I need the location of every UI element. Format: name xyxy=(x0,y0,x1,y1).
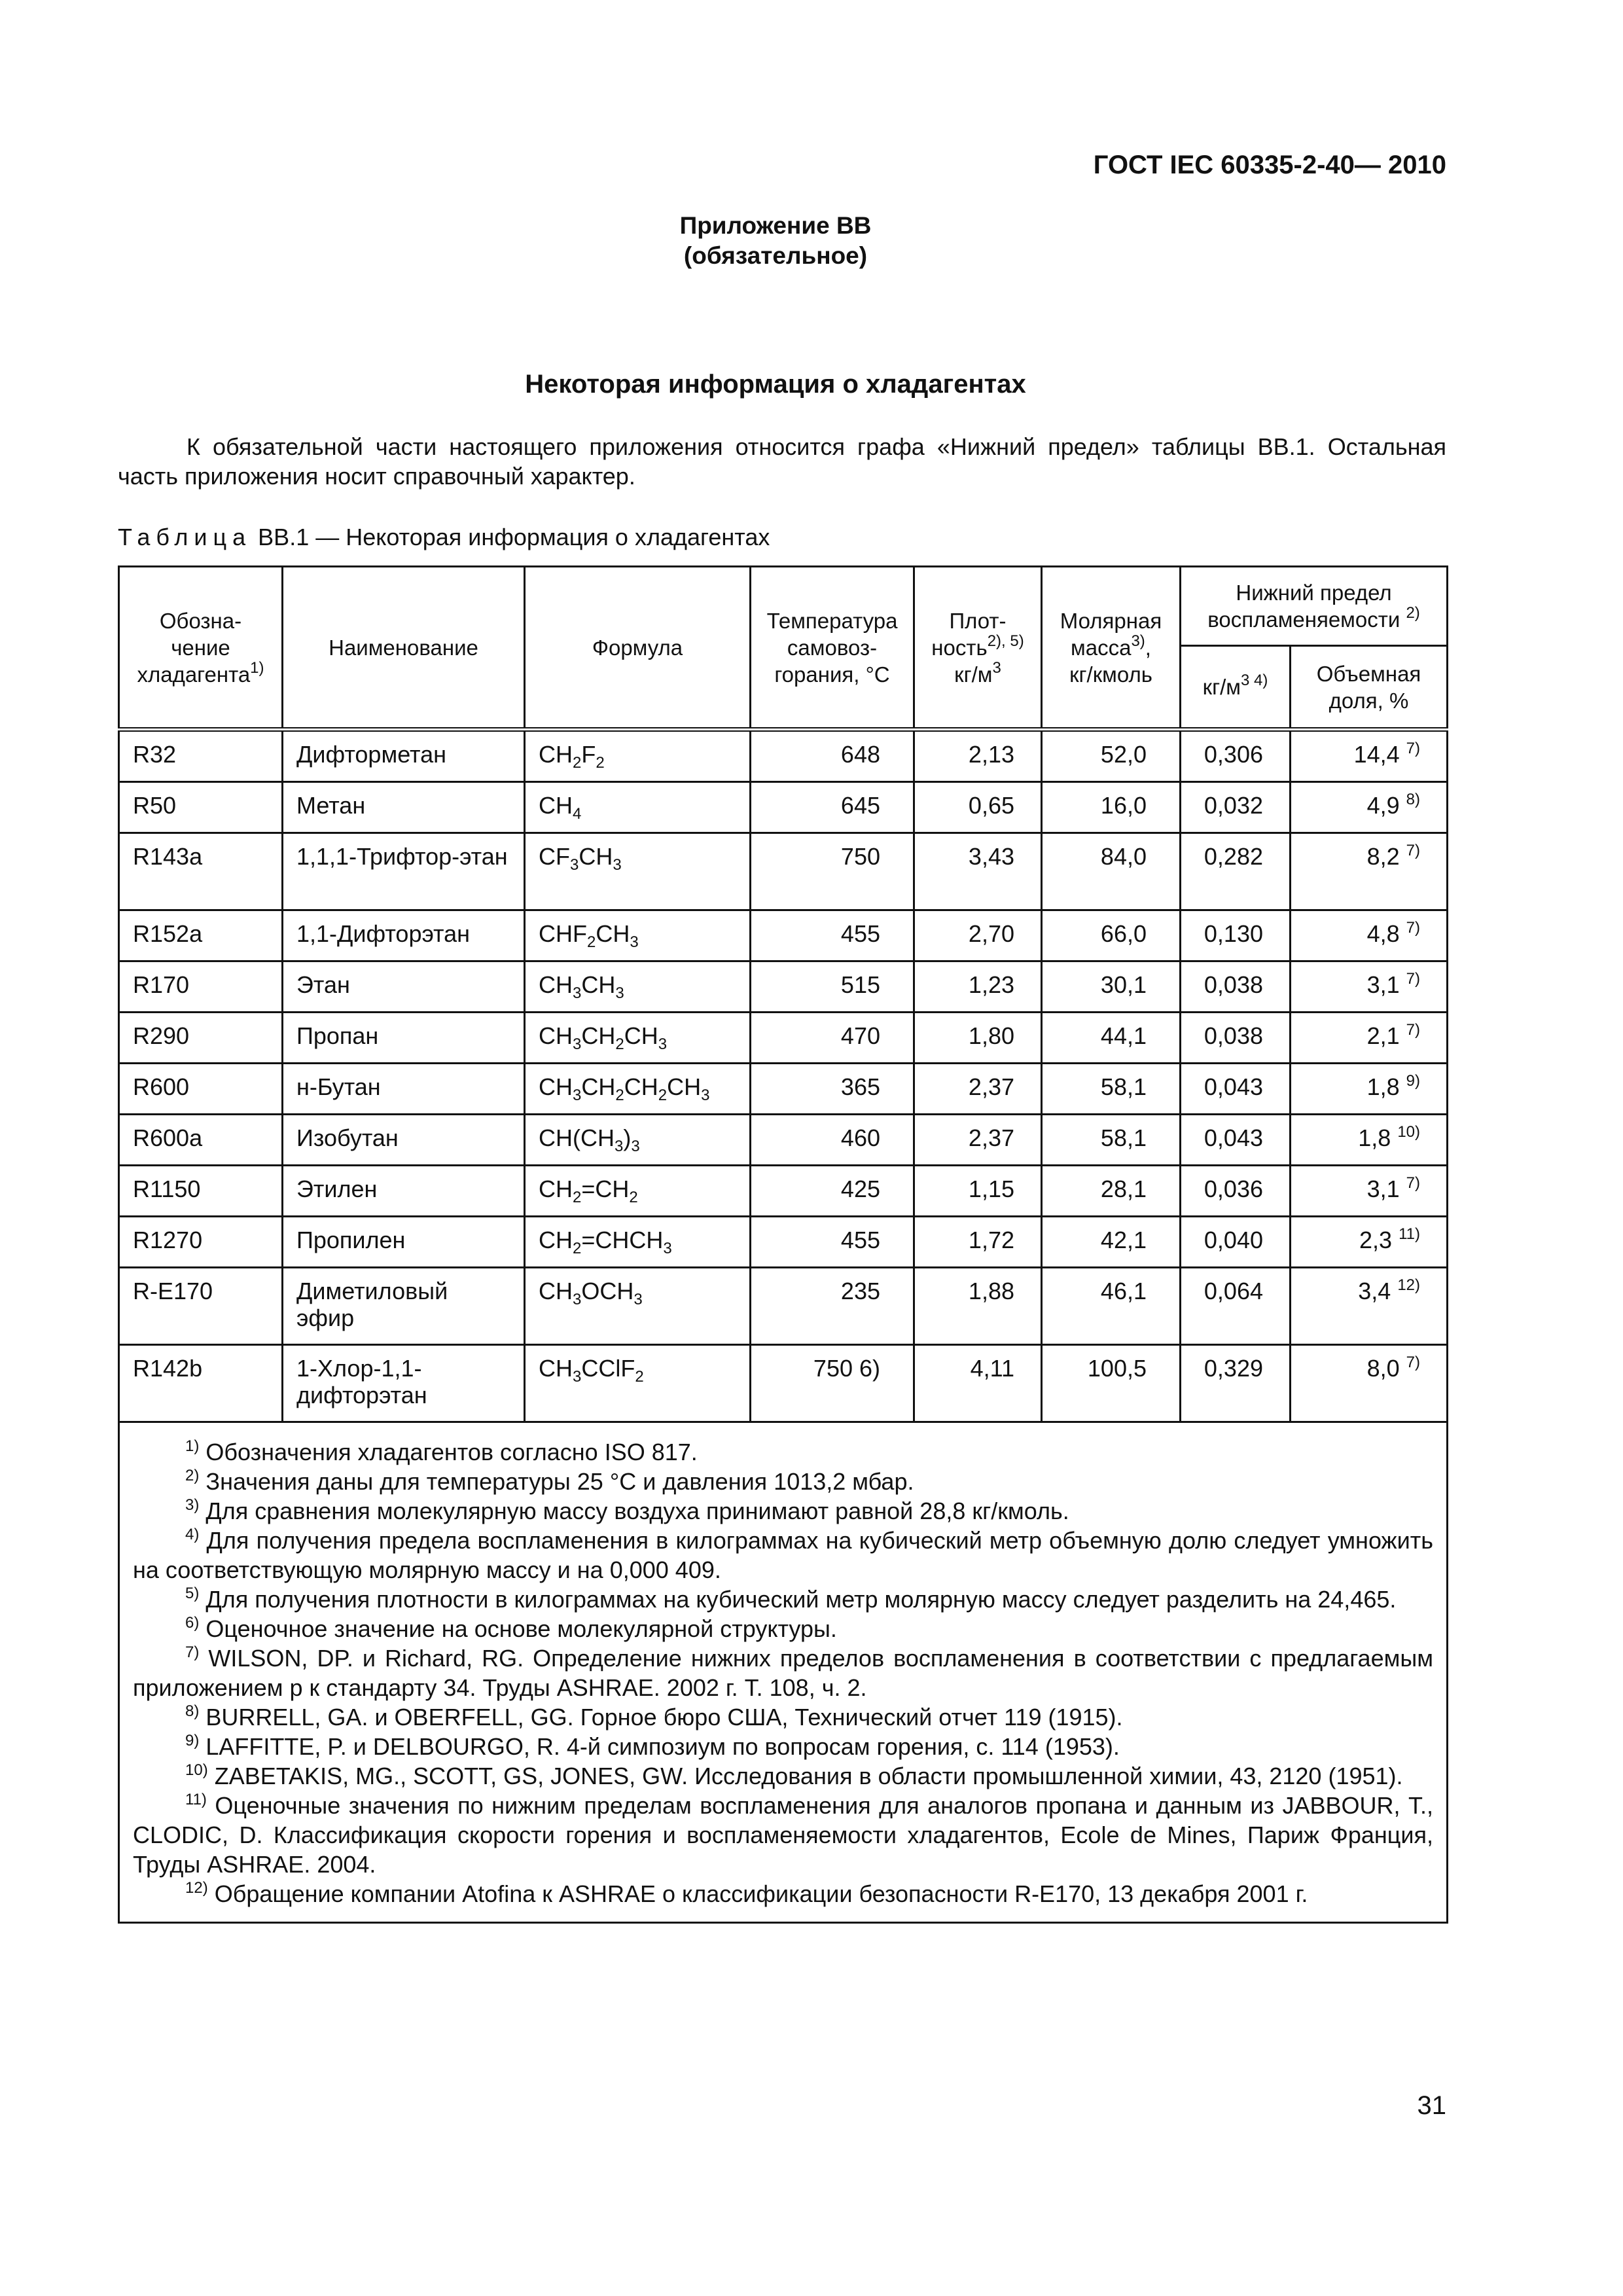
footnote-number: 1) xyxy=(185,1437,200,1455)
formula-part: CH xyxy=(667,1073,702,1100)
cell-ignition: 645 xyxy=(751,782,914,833)
cell-formula xyxy=(525,1217,751,1268)
formula-part: CH xyxy=(581,1073,616,1100)
cell-density: 4,11 xyxy=(914,1345,1042,1422)
footnote xyxy=(133,1643,1433,1702)
table-caption-text: ВВ.1 — Некоторая информация о хладагентах xyxy=(258,524,770,550)
cell-ignition: 470 xyxy=(751,1013,914,1064)
formula-part: OCH xyxy=(581,1278,634,1304)
formula-part: CH xyxy=(539,741,573,768)
cell-molar-mass: 30,1 xyxy=(1042,961,1181,1013)
cell-molar-mass: 58,1 xyxy=(1042,1115,1181,1166)
volume-footnote-ref: 8) xyxy=(1406,791,1420,808)
cell-code: R1270 xyxy=(119,1217,283,1268)
cell-ignition: 365 xyxy=(751,1064,914,1115)
footnote xyxy=(133,1585,1433,1614)
cell-volume xyxy=(1291,833,1448,910)
formula-subscript: 2 xyxy=(573,1240,582,1257)
formula-part: CH xyxy=(539,1073,573,1100)
cell-molar-mass: 44,1 xyxy=(1042,1013,1181,1064)
formula-subscript: 4 xyxy=(573,805,582,823)
cell-code: R290 xyxy=(119,1013,283,1064)
footnote-number: 12) xyxy=(185,1879,208,1897)
footnote-text: Оценочное значение на основе молекулярной структуры. xyxy=(205,1615,837,1642)
cell-density: 1,80 xyxy=(914,1013,1042,1064)
volume-footnote-ref: 7) xyxy=(1406,842,1420,859)
table-row xyxy=(119,1013,1448,1064)
cell-formula xyxy=(525,1166,751,1217)
footnote-number: 2) xyxy=(185,1467,200,1484)
col-ignition: Температура самовоз- горания, °С xyxy=(751,567,914,730)
footnote xyxy=(133,1761,1433,1791)
cell-formula xyxy=(525,782,751,833)
footnote-number: 3) xyxy=(185,1496,200,1514)
formula-subscript: 2 xyxy=(658,1086,668,1104)
cell-ignition: 235 xyxy=(751,1268,914,1345)
table-row xyxy=(119,1345,1448,1422)
formula-subscript: 3 xyxy=(614,1138,624,1155)
page-title: Некоторая информация о хладагентах xyxy=(525,370,1026,399)
col-lower-limit: Нижний предел воспламеняемости $^{2)}$ xyxy=(1181,567,1448,646)
formula-subscript: 3 xyxy=(573,1368,582,1386)
volume-footnote-ref: 12) xyxy=(1397,1276,1420,1294)
intro-paragraph: К обязательной части настоящего приложения относится графа «Нижний предел» таблицы ВВ.1. Остальная часть приложения носит справочный характер. xyxy=(118,433,1446,490)
cell-volume xyxy=(1291,1166,1448,1217)
cell-volume xyxy=(1291,1013,1448,1064)
footnote-text: Обозначения хладагентов согласно ISO 817. xyxy=(205,1439,698,1465)
cell-kgm3: 0,043 xyxy=(1181,1064,1291,1115)
cell-kgm3: 0,043 xyxy=(1181,1115,1291,1166)
cell-code: R152a xyxy=(119,910,283,961)
standard-code: ГОСТ IEC 60335-2-40— 2010 xyxy=(1093,151,1446,179)
footnote-number: 9) xyxy=(185,1732,200,1749)
cell-formula xyxy=(525,910,751,961)
formula-subscript: 2 xyxy=(615,1086,624,1104)
cell-volume xyxy=(1291,782,1448,833)
volume-footnote-ref: 10) xyxy=(1397,1123,1420,1141)
footnote xyxy=(133,1614,1433,1643)
cell-formula xyxy=(525,1268,751,1345)
cell-kgm3: 0,036 xyxy=(1181,1166,1291,1217)
formula-part: CHF xyxy=(539,920,587,947)
cell-code: R1150 xyxy=(119,1166,283,1217)
cell-kgm3: 0,040 xyxy=(1181,1217,1291,1268)
cell-molar-mass: 100,5 xyxy=(1042,1345,1181,1422)
volume-value: 2,3 xyxy=(1359,1227,1393,1253)
footnote xyxy=(133,1879,1433,1909)
volume-value: 14,4 xyxy=(1353,741,1400,768)
formula-subscript: 3 xyxy=(630,933,639,951)
volume-footnote-ref: 7) xyxy=(1406,1174,1420,1192)
volume-value: 8,2 xyxy=(1366,843,1400,870)
footnote-text: BURRELL, GA. и OBERFELL, GG. Горное бюро США, Технический отчет 119 (1915). xyxy=(205,1704,1123,1731)
footnote-text: Для сравнения молекулярную массу воздуха принимают равной 28,8 кг/кмоль. xyxy=(205,1498,1069,1524)
cell-ignition: 425 xyxy=(751,1166,914,1217)
cell-density: 2,13 xyxy=(914,730,1042,782)
cell-name: Диметиловый эфир xyxy=(283,1268,525,1345)
cell-molar-mass: 84,0 xyxy=(1042,833,1181,910)
cell-code: R50 xyxy=(119,782,283,833)
formula-part: CH xyxy=(624,1022,658,1049)
cell-formula xyxy=(525,1345,751,1422)
formula-subscript: 2 xyxy=(629,1189,638,1206)
formula-subscript: 3 xyxy=(663,1240,672,1257)
table-caption-label: Таблица xyxy=(118,524,252,550)
cell-kgm3: 0,329 xyxy=(1181,1345,1291,1422)
cell-ignition: 455 xyxy=(751,1217,914,1268)
volume-value: 2,1 xyxy=(1366,1022,1400,1049)
col-lower-limit-kgm3: $кг/м^{3 4)}$ xyxy=(1181,646,1291,730)
cell-density: 1,72 xyxy=(914,1217,1042,1268)
footnote-text: Для получения плотности в килограммах на кубический метр молярную массу следует разделить на 24,465. xyxy=(205,1586,1397,1613)
cell-density: 1,88 xyxy=(914,1268,1042,1345)
table-row xyxy=(119,1064,1448,1115)
cell-kgm3: 0,038 xyxy=(1181,961,1291,1013)
formula-subscript: 3 xyxy=(615,984,624,1002)
footnote-text: Значения даны для температуры 25 °С и давления 1013,2 мбар. xyxy=(205,1468,914,1495)
cell-molar-mass: 16,0 xyxy=(1042,782,1181,833)
formula-subscript: 3 xyxy=(573,1291,582,1308)
annex-label: Приложение ВВ xyxy=(679,212,872,239)
cell-volume xyxy=(1291,1268,1448,1345)
cell-formula xyxy=(525,1064,751,1115)
col-formula: Формула xyxy=(525,567,751,730)
annex-heading xyxy=(0,211,1551,271)
cell-name: Изобутан xyxy=(283,1115,525,1166)
formula-part: CH xyxy=(539,1175,573,1202)
footnote xyxy=(133,1791,1433,1879)
formula-subscript: 2 xyxy=(573,754,582,772)
formula-subscript: 2 xyxy=(635,1368,644,1386)
cell-volume xyxy=(1291,961,1448,1013)
table-footnotes xyxy=(119,1422,1448,1923)
formula-subscript: 3 xyxy=(573,1086,582,1104)
cell-name: Этилен xyxy=(283,1166,525,1217)
volume-value: 1,8 xyxy=(1366,1073,1400,1100)
cell-volume xyxy=(1291,1115,1448,1166)
formula-part: CH xyxy=(539,1355,573,1382)
formula-subscript: 3 xyxy=(658,1035,668,1053)
annex-status: (обязательное) xyxy=(683,242,868,269)
table-row xyxy=(119,1217,1448,1268)
cell-code: R170 xyxy=(119,961,283,1013)
formula-part: =CH xyxy=(581,1175,630,1202)
volume-value: 1,8 xyxy=(1358,1124,1391,1151)
formula-part: CH xyxy=(581,1022,616,1049)
cell-name: 1,1-Дифторэтан xyxy=(283,910,525,961)
footnote-text: LAFFITTE, P. и DELBOURGO, R. 4-й симпозиум по вопросам горения, с. 114 (1953). xyxy=(205,1733,1120,1760)
cell-kgm3: 0,032 xyxy=(1181,782,1291,833)
cell-kgm3: 0,306 xyxy=(1181,730,1291,782)
formula-subscript: 2 xyxy=(573,1189,582,1206)
col-molar-mass: Молярная масса$^{3)}$, кг/кмоль xyxy=(1042,567,1181,730)
col-name: Наименование xyxy=(283,567,525,730)
cell-name: Метан xyxy=(283,782,525,833)
volume-footnote-ref: 7) xyxy=(1406,1354,1420,1371)
footnote xyxy=(133,1467,1433,1496)
volume-value: 8,0 xyxy=(1366,1355,1400,1382)
cell-formula xyxy=(525,1115,751,1166)
volume-footnote-ref: 7) xyxy=(1406,919,1420,937)
cell-molar-mass: 42,1 xyxy=(1042,1217,1181,1268)
col-designation: Обозна- чение хладагента$^{1)}$ xyxy=(119,567,283,730)
cell-name: Этан xyxy=(283,961,525,1013)
refrigerant-table xyxy=(118,565,1448,1924)
cell-density: 1,23 xyxy=(914,961,1042,1013)
cell-kgm3: 0,282 xyxy=(1181,833,1291,910)
cell-formula xyxy=(525,961,751,1013)
cell-density: 2,37 xyxy=(914,1064,1042,1115)
volume-footnote-ref: 9) xyxy=(1406,1072,1420,1090)
footnote xyxy=(133,1702,1433,1732)
formula-part: CF xyxy=(539,843,570,870)
cell-formula xyxy=(525,833,751,910)
formula-subscript: 3 xyxy=(701,1086,710,1104)
table-row xyxy=(119,1166,1448,1217)
cell-kgm3: 0,064 xyxy=(1181,1268,1291,1345)
cell-name: н-Бутан xyxy=(283,1064,525,1115)
cell-name: 1-Хлор-1,1-дифторэтан xyxy=(283,1345,525,1422)
formula-part: CH xyxy=(581,971,616,998)
footnote xyxy=(133,1496,1433,1526)
cell-ignition: 455 xyxy=(751,910,914,961)
formula-part: CH xyxy=(539,971,573,998)
cell-name: Пропилен xyxy=(283,1217,525,1268)
cell-formula xyxy=(525,1013,751,1064)
formula-part: =CHCH xyxy=(581,1227,664,1253)
cell-volume xyxy=(1291,1217,1448,1268)
table-row xyxy=(119,782,1448,833)
cell-code: R600 xyxy=(119,1064,283,1115)
footnote-number: 4) xyxy=(185,1526,200,1543)
table-caption xyxy=(118,524,770,551)
table-row xyxy=(119,730,1448,782)
cell-ignition: 460 xyxy=(751,1115,914,1166)
formula-subscript: 3 xyxy=(633,1291,643,1308)
footnote-number: 8) xyxy=(185,1702,200,1720)
cell-code: R143a xyxy=(119,833,283,910)
formula-part: CH xyxy=(596,920,630,947)
cell-volume xyxy=(1291,1345,1448,1422)
cell-ignition: 648 xyxy=(751,730,914,782)
footnote xyxy=(133,1732,1433,1761)
volume-footnote-ref: 11) xyxy=(1399,1225,1420,1243)
footnote-number: 5) xyxy=(185,1585,200,1602)
cell-code: R-E170 xyxy=(119,1268,283,1345)
cell-volume xyxy=(1291,1064,1448,1115)
cell-density: 2,70 xyxy=(914,910,1042,961)
volume-footnote-ref: 7) xyxy=(1406,740,1420,757)
cell-volume xyxy=(1291,910,1448,961)
formula-part: CClF xyxy=(581,1355,635,1382)
table-row xyxy=(119,833,1448,910)
volume-value: 4,9 xyxy=(1366,792,1400,819)
formula-part: CH xyxy=(579,843,613,870)
cell-ignition: 515 xyxy=(751,961,914,1013)
footnote-text: WILSON, DP. и Richard, RG. Определение нижних пределов воспламенения в соответствии с предлагаемым приложением р к стандарту 34. Труды ASHRAE. 2002 г. Т. 108, ч. 2. xyxy=(133,1645,1433,1701)
formula-subscript: 3 xyxy=(570,856,579,874)
formula-subscript: 3 xyxy=(631,1138,640,1155)
formula-part: CH xyxy=(539,1227,573,1253)
footnote-text: ZABETAKIS, MG., SCOTT, GS, JONES, GW. Исследования в области промышленной химии, 43, 2120 (1951). xyxy=(214,1763,1403,1789)
cell-molar-mass: 52,0 xyxy=(1042,730,1181,782)
volume-footnote-ref: 7) xyxy=(1406,970,1420,988)
footnote-number: 11) xyxy=(185,1791,207,1808)
cell-molar-mass: 58,1 xyxy=(1042,1064,1181,1115)
cell-formula xyxy=(525,730,751,782)
footnote-text: Для получения предела воспламенения в килограммах на кубический метр объемную долю следует умножить на соответствующую молярную массу и на 0,000 409. xyxy=(133,1527,1433,1583)
footnote xyxy=(133,1526,1433,1585)
footnote-number: 10) xyxy=(185,1761,208,1779)
formula-subscript: 2 xyxy=(615,1035,624,1053)
cell-name: Дифторметан xyxy=(283,730,525,782)
cell-name: Пропан xyxy=(283,1013,525,1064)
table-row xyxy=(119,1115,1448,1166)
formula-subscript: 2 xyxy=(596,754,605,772)
volume-value: 3,4 xyxy=(1358,1278,1391,1304)
cell-kgm3: 0,130 xyxy=(1181,910,1291,961)
cell-name: 1,1,1-Трифтор-этан xyxy=(283,833,525,910)
formula-subscript: 3 xyxy=(573,984,582,1002)
formula-subscript: 2 xyxy=(587,933,596,951)
volume-value: 3,1 xyxy=(1366,971,1400,998)
footnote-number: 7) xyxy=(185,1643,200,1661)
col-density: Плот- ность$^{2), 5)}$ $кг/м^3$ xyxy=(914,567,1042,730)
volume-value: 3,1 xyxy=(1366,1175,1400,1202)
cell-ignition: 750 xyxy=(751,833,914,910)
volume-footnote-ref: 7) xyxy=(1406,1021,1420,1039)
formula-subscript: 3 xyxy=(573,1035,582,1053)
formula-part: CH xyxy=(539,792,573,819)
cell-density: 1,15 xyxy=(914,1166,1042,1217)
page-number: 31 xyxy=(1417,2091,1446,2120)
col-lower-limit-volume: Объемная доля, % xyxy=(1291,646,1448,730)
formula-part: CH(CH xyxy=(539,1124,615,1151)
formula-part: F xyxy=(581,741,596,768)
footnote-number: 6) xyxy=(185,1614,200,1632)
cell-molar-mass: 28,1 xyxy=(1042,1166,1181,1217)
formula-part: CH xyxy=(539,1022,573,1049)
footnote xyxy=(133,1437,1433,1467)
table-row xyxy=(119,1268,1448,1345)
cell-code: R32 xyxy=(119,730,283,782)
formula-subscript: 3 xyxy=(613,856,622,874)
formula-part: ) xyxy=(623,1124,632,1151)
cell-molar-mass: 46,1 xyxy=(1042,1268,1181,1345)
cell-code: R600a xyxy=(119,1115,283,1166)
formula-part: CH xyxy=(624,1073,658,1100)
cell-code: R142b xyxy=(119,1345,283,1422)
footnote-text: Обращение компании Atofina к ASHRAE о классификации безопасности R-E170, 13 декабря 2001 г. xyxy=(214,1880,1308,1907)
formula-part: CH xyxy=(539,1278,573,1304)
cell-volume xyxy=(1291,730,1448,782)
volume-value: 4,8 xyxy=(1366,920,1400,947)
table-row xyxy=(119,910,1448,961)
cell-density: 0,65 xyxy=(914,782,1042,833)
cell-ignition: 750 6) xyxy=(751,1345,914,1422)
cell-molar-mass: 66,0 xyxy=(1042,910,1181,961)
cell-kgm3: 0,038 xyxy=(1181,1013,1291,1064)
table-row xyxy=(119,961,1448,1013)
footnote-text: Оценочные значения по нижним пределам воспламенения для аналогов пропана и данным из JABBOUR, Т., CLODIC, D. Классификация скорости горения и воспламеняемости хладагентов, Ecole de Mines, Париж Франция, Труды ASHRAE. 2004. xyxy=(133,1792,1433,1878)
cell-density: 3,43 xyxy=(914,833,1042,910)
cell-density: 2,37 xyxy=(914,1115,1042,1166)
